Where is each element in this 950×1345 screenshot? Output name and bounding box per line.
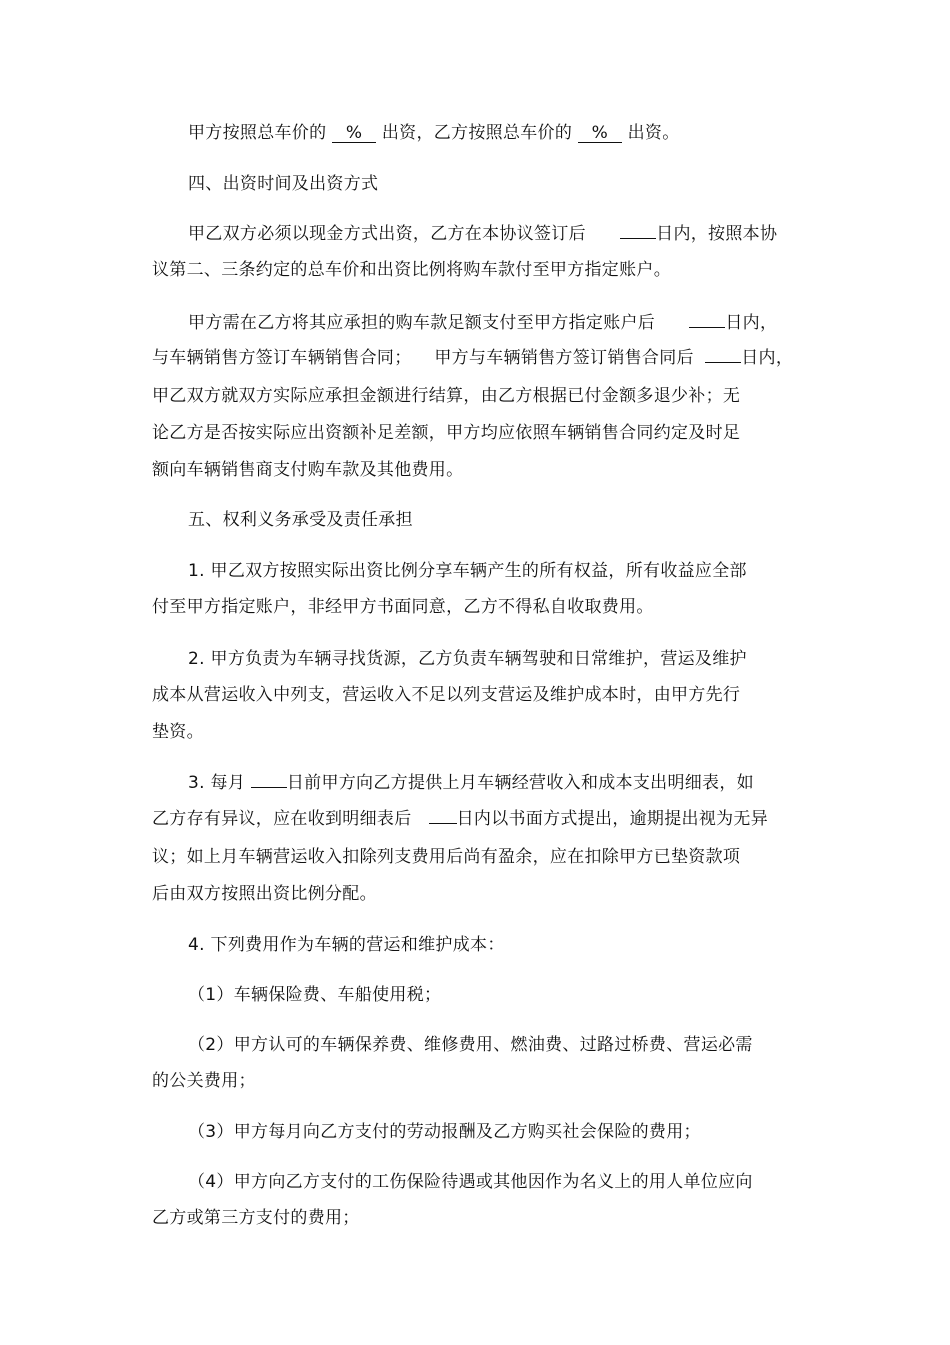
- sub-item-1: （1）车辆保险费、车船使用税；: [188, 985, 442, 1005]
- text: 甲方按照总车价的: [188, 123, 327, 143]
- text: 甲乙双方必须以现金方式出资，乙方在本协议签订后: [188, 224, 586, 244]
- text: 出资，乙方按照总车价的: [381, 123, 573, 143]
- sub-item-4-line: （4）甲方向乙方支付的工伤保险待遇或其他因作为名义上的用人单位应向: [188, 1172, 753, 1192]
- paragraph-line: [152, 347, 793, 369]
- list-item-1-line: 付至甲方指定账户，非经甲方书面同意，乙方不得私自收取费用。: [152, 597, 654, 617]
- list-item-3-line: 议；如上月车辆营运收入扣除列支费用后尚有盈余，应在扣除甲方已垫资款项: [152, 847, 741, 867]
- list-item-3-line: [188, 772, 754, 794]
- paragraph-line: 议第二、三条约定的总车价和出资比例将购车款付至甲方指定账户。: [152, 260, 671, 280]
- sub-item-2-line: （2）甲方认可的车辆保养费、维修费用、燃油费、过路过桥费、营运必需: [188, 1035, 753, 1055]
- text: 3. 每月: [188, 773, 246, 793]
- list-item-3-line: [152, 808, 768, 830]
- paragraph-contribution-ratio: [188, 122, 680, 144]
- section-heading-5: 五、权利义务承受及责任承担: [188, 510, 413, 530]
- paragraph-line: 额向车辆销售商支付购车款及其他费用。: [152, 460, 464, 480]
- list-item-2-line: 垫资。: [152, 722, 204, 742]
- percent-blank-party-a: %: [332, 124, 376, 143]
- days-blank: [689, 327, 725, 328]
- text: 日内，: [741, 348, 794, 368]
- date-blank: [251, 787, 287, 788]
- sub-item-2-line: 的公关费用；: [152, 1071, 256, 1091]
- text: 日前甲方向乙方提供上月车辆经营收入和成本支出明细表，如: [286, 773, 754, 793]
- sub-item-4-line: 乙方或第三方支付的费用；: [152, 1208, 360, 1228]
- sub-item-3: （3）甲方每月向乙方支付的劳动报酬及乙方购买社会保险的费用；: [188, 1122, 701, 1142]
- list-item-1-line: 1. 甲乙双方按照实际出资比例分享车辆产生的所有权益，所有收益应全部: [188, 561, 747, 581]
- text: 日内，: [725, 313, 778, 333]
- text: 与车辆销售方签订车辆销售合同；: [152, 348, 412, 368]
- text: 日内，按照本协: [656, 224, 778, 244]
- list-item-2-line: 2. 甲方负责为车辆寻找货源，乙方负责车辆驾驶和日常维护，营运及维护: [188, 649, 747, 669]
- text: 日内以书面方式提出，逾期提出视为无异: [456, 809, 769, 829]
- paragraph-line: [188, 223, 777, 245]
- paragraph-line: 甲乙双方就双方实际应承担金额进行结算，由乙方根据已付金额多退少补；无: [152, 386, 741, 406]
- days-blank: [620, 238, 656, 239]
- list-item-3-line: 后由双方按照出资比例分配。: [152, 884, 377, 904]
- text: 甲方与车辆销售方签订销售合同后: [434, 348, 694, 368]
- list-item-4: 4. 下列费用作为车辆的营运和维护成本：: [188, 935, 505, 955]
- list-item-2-line: 成本从营运收入中列支，营运收入不足以列支营运及维护成本时，由甲方先行: [152, 685, 741, 705]
- days-blank: [705, 362, 741, 363]
- text: 甲方需在乙方将其应承担的购车款足额支付至甲方指定账户后: [188, 313, 656, 333]
- text: 出资。: [627, 123, 680, 143]
- percent-blank-party-b: %: [578, 124, 622, 143]
- paragraph-line: [188, 312, 777, 334]
- paragraph-line: 论乙方是否按实际应出资额补足差额，甲方均应依照车辆销售合同约定及时足: [152, 423, 741, 443]
- text: 乙方存有异议，应在收到明细表后: [152, 809, 412, 829]
- section-heading-4: 四、出资时间及出资方式: [188, 174, 379, 194]
- days-blank: [429, 823, 457, 824]
